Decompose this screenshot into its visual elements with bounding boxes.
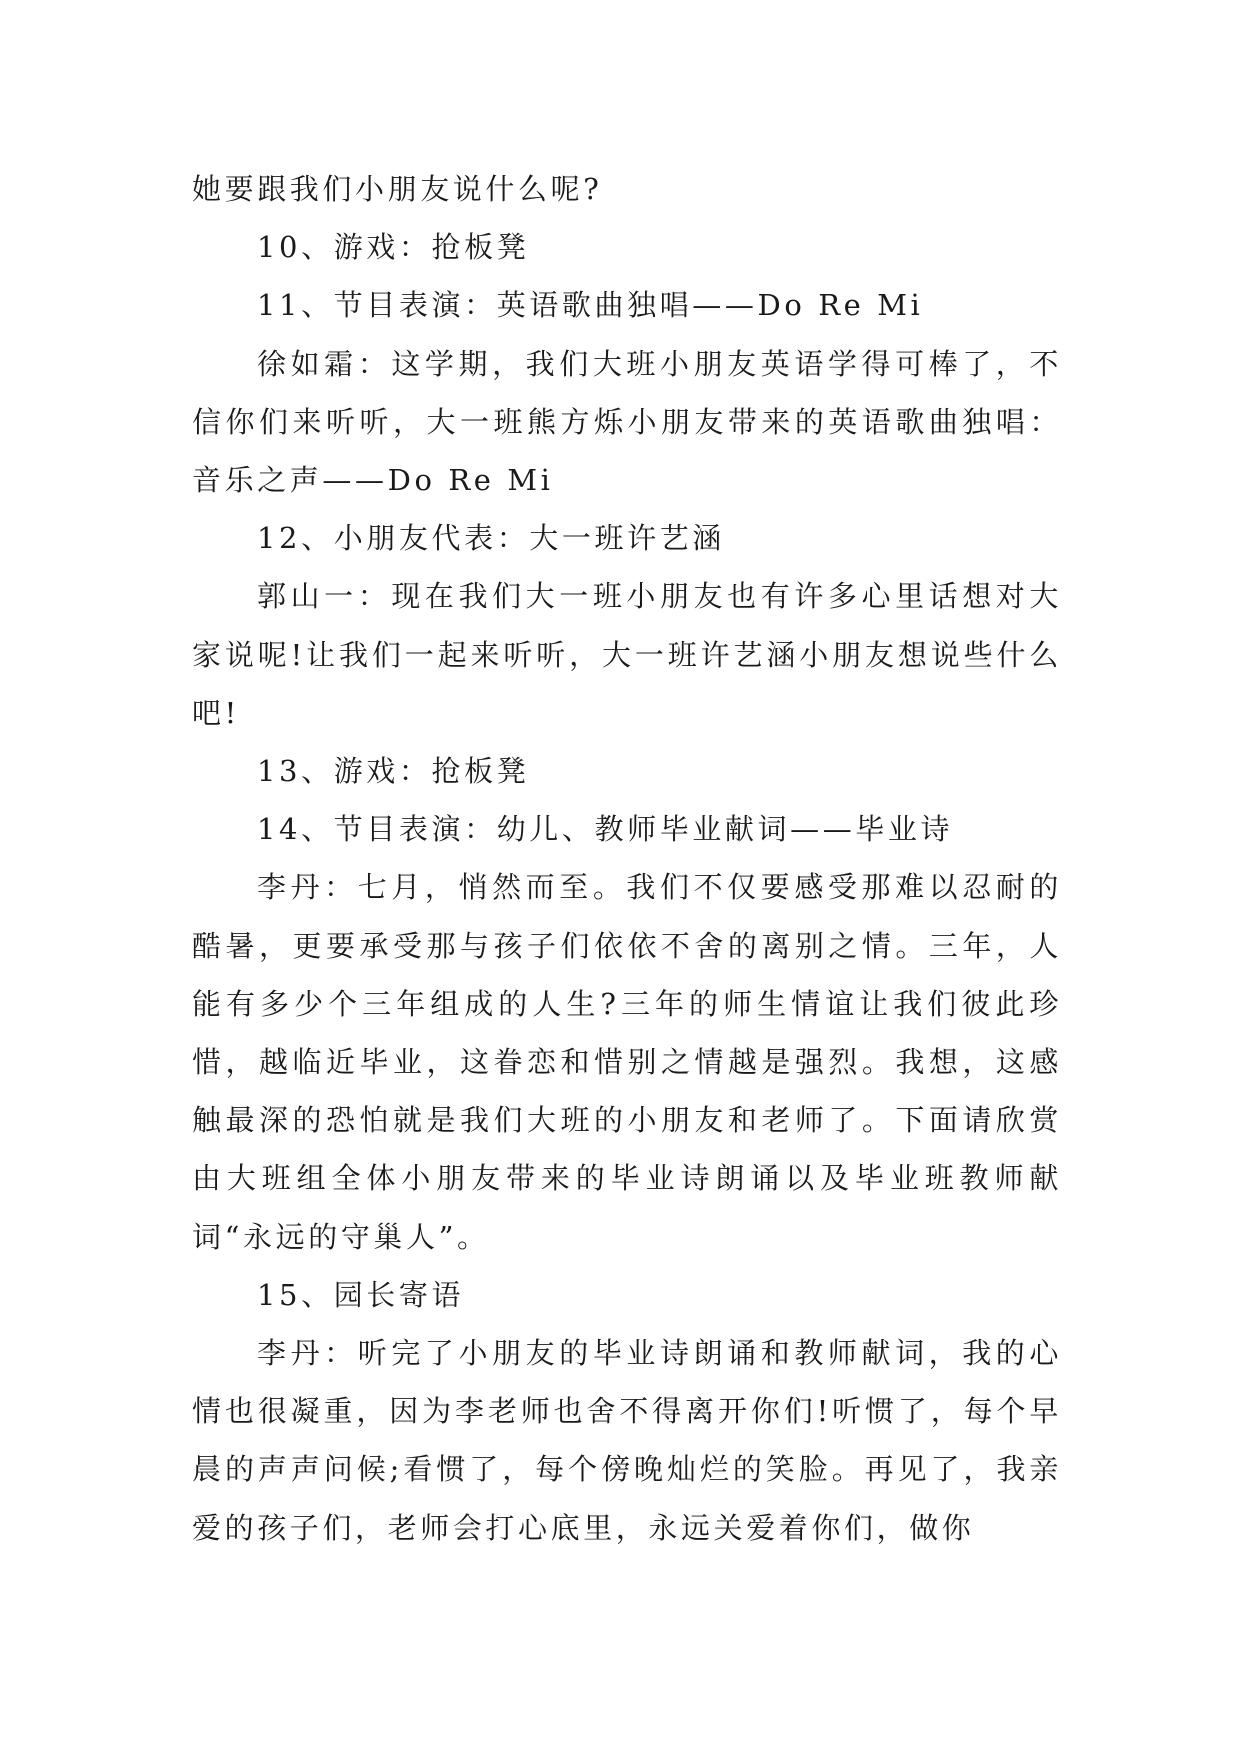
paragraph-item-10: 10、游戏：抢板凳 xyxy=(257,230,530,265)
paragraph-host-li-dan-1: 李丹：七月，悄然而至。我们不仅要感受那难以忍耐的酷暑，更要承受那与孩子们依依不舍的离别之情。三年，人能有多少个三年组成的人生?三年的师生情谊让我们彼此珍惜，越临近毕业，这眷恋和惜别之情越是强烈。我想，这感触最深的恐怕就是我们大班的小朋友和老师了。下面请欣赏由大班组全体小朋友带来的毕业诗朗诵以及毕业班教师献词“永远的守巢人”。 xyxy=(192,870,1062,1254)
paragraph-item-14: 14、节目表演：幼儿、教师毕业献词——毕业诗 xyxy=(257,812,954,847)
paragraph-host-guo-shanyi: 郭山一：现在我们大一班小朋友也有许多心里话想对大家说呢!让我们一起来听听，大一班许艺涵小朋友想说些什么吧! xyxy=(192,579,1062,730)
paragraph-item-15: 15、园长寄语 xyxy=(257,1277,465,1312)
paragraph-host-li-dan-2: 李丹：听完了小朋友的毕业诗朗诵和教师献词，我的心情也很凝重，因为李老师也舍不得离开你们!听惯了，每个早晨的声声问候;看惯了，每个傍晚灿烂的笑脸。再见了，我亲爱的孩子们，老师会打心底里，永远关爱着你们，做你 xyxy=(192,1336,1062,1545)
paragraph-item-12: 12、小朋友代表：大一班许艺涵 xyxy=(257,521,725,556)
paragraph-item-11: 11、节目表演：英语歌曲独唱——Do Re Mi xyxy=(257,288,924,323)
document-body xyxy=(192,160,1062,1557)
paragraph-item-13: 13、游戏：抢板凳 xyxy=(257,754,530,789)
paragraph-host-xu-rushuang: 徐如霜：这学期，我们大班小朋友英语学得可棒了，不信你们来听听，大一班熊方烁小朋友带来的英语歌曲独唱：音乐之声——Do Re Mi xyxy=(192,346,1062,498)
paragraph-question: 她要跟我们小朋友说什么呢? xyxy=(192,172,603,206)
